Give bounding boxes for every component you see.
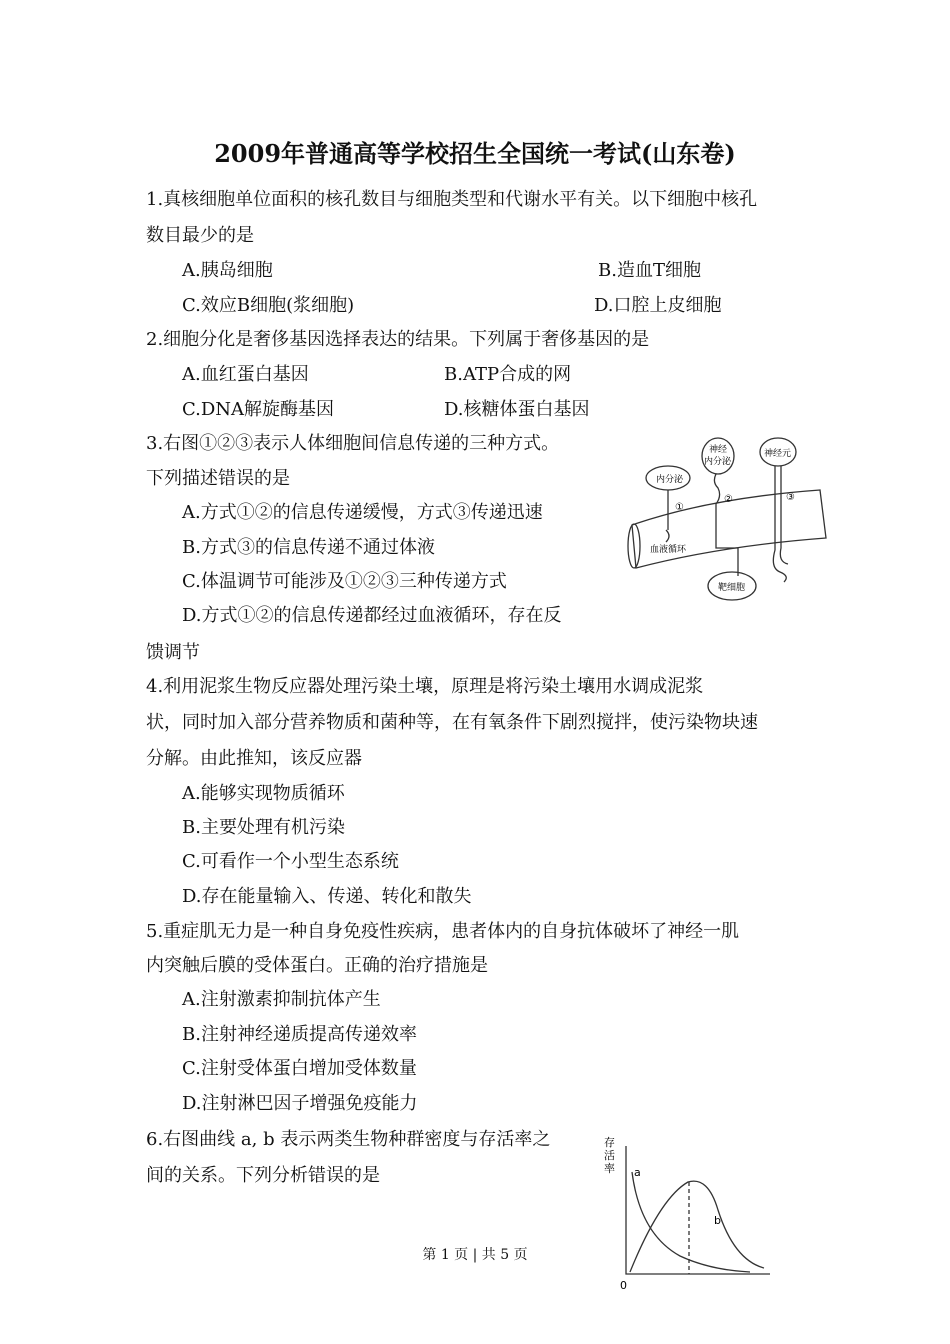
origin-label: 0 [620, 1279, 627, 1292]
q5-option-d: D.注射淋巴因子增强免疫能力 [182, 1093, 418, 1114]
q5-stem-line2: 内突触后膜的受体蛋白。正确的治疗措施是 [146, 955, 488, 976]
q2-option-d: D.核糖体蛋白基因 [444, 399, 590, 420]
label-secretion: 内分泌 [704, 457, 732, 467]
q2-option-b: B.ATP合成的网 [444, 364, 572, 385]
q1-option-d: D.口腔上皮细胞 [594, 295, 722, 316]
label-neuro: 神经 [709, 445, 728, 455]
q5-option-c: C.注射受体蛋白增加受体数量 [182, 1058, 417, 1079]
q3-option-a: A.方式①②的信息传递缓慢，方式③传递迅速 [182, 502, 543, 523]
pathway-1-line [666, 490, 669, 542]
q4-stem-line1: 4.利用泥浆生物反应器处理污染土壤，原理是将污染土壤用水调成泥浆 [146, 676, 704, 697]
pathway-2-branch [716, 530, 738, 576]
curve-b-label: b [714, 1214, 721, 1227]
q5-stem-line1: 5.重症肌无力是一种自身免疫性疾病，患者体内的自身抗体破坏了神经一肌 [146, 921, 740, 942]
marker-3: ③ [786, 492, 795, 503]
q3-option-d-line2: 馈调节 [146, 642, 200, 663]
q3-stem-line2: 下列描述错误的是 [146, 468, 290, 489]
q1-stem-line2: 数目最少的是 [146, 225, 254, 246]
axis-y-label-1: 存 [604, 1136, 615, 1149]
q4-option-c: C.可看作一个小型生态系统 [182, 851, 399, 872]
pathway-3-axon [773, 466, 786, 582]
q4-option-d: D.存在能量输入、传递、转化和散失 [182, 886, 472, 907]
axis-y-label: 存活率 [600, 1134, 603, 1135]
neurosecretory-cell [702, 438, 734, 474]
q3-option-b: B.方式③的信息传递不通过体液 [182, 537, 435, 558]
page-footer: 第 1 页 | 共 5 页 [422, 1247, 528, 1263]
signal-transmission-figure [620, 430, 830, 610]
label-target: 靶细胞 [718, 583, 746, 593]
q5-option-b: B.注射神经递质提高传递效率 [182, 1024, 417, 1045]
survival-density-figure [600, 1134, 780, 1294]
q1-option-b: B.造血T细胞 [598, 260, 701, 281]
pathway-3-axon-edge [780, 466, 788, 564]
q3-option-d-line1: D.方式①②的信息传递都经过血液循环，存在反 [182, 605, 562, 626]
axis-y-label-3: 率 [604, 1162, 615, 1175]
q4-stem-line3: 分解。由此推知，该反应器 [146, 748, 362, 769]
q4-stem-line2: 状，同时加入部分营养物质和菌种等，在有氧条件下剧烈搅拌，使污染物块速 [146, 712, 758, 733]
q2-option-a: A.血红蛋白基因 [182, 364, 309, 385]
q1-option-c: C.效应B细胞(浆细胞) [182, 295, 355, 316]
q3-option-c: C.体温调节可能涉及①②③三种传递方式 [182, 571, 507, 592]
q3-stem-line1: 3.右图①②③表示人体细胞间信息传递的三种方式。 [146, 433, 560, 454]
q2-stem: 2.细胞分化是奢侈基因选择表达的结果。下列属于奢侈基因的是 [146, 329, 650, 350]
q4-option-a: A.能够实现物质循环 [182, 783, 345, 804]
q5-option-a: A.注射激素抑制抗体产生 [182, 989, 381, 1010]
q2-option-c: C.DNA解旋酶基因 [182, 399, 335, 420]
q1-option-a: A.胰岛细胞 [182, 260, 273, 281]
page-title: 2009年普通高等学校招生全国统一考试(山东卷) [214, 139, 736, 168]
q1-stem-line1: 1.真核细胞单位面积的核孔数目与细胞类型和代谢水平有关。以下细胞中核孔 [146, 189, 758, 210]
label-blood: 血液循环 [650, 545, 687, 555]
axis-y-label-2: 活 [604, 1149, 615, 1162]
label-endocrine: 内分泌 [656, 475, 684, 485]
q6-stem-line1: 6.右图曲线 a, b 表示两类生物种群密度与存活率之 [146, 1129, 551, 1150]
curve-a-label: a [634, 1166, 641, 1179]
marker-1: ① [675, 502, 684, 513]
label-neuron: 神经元 [764, 449, 792, 459]
q6-stem-line2: 间的关系。下列分析错误的是 [146, 1165, 380, 1186]
q4-option-b: B.主要处理有机污染 [182, 817, 345, 838]
marker-2: ② [724, 494, 733, 505]
